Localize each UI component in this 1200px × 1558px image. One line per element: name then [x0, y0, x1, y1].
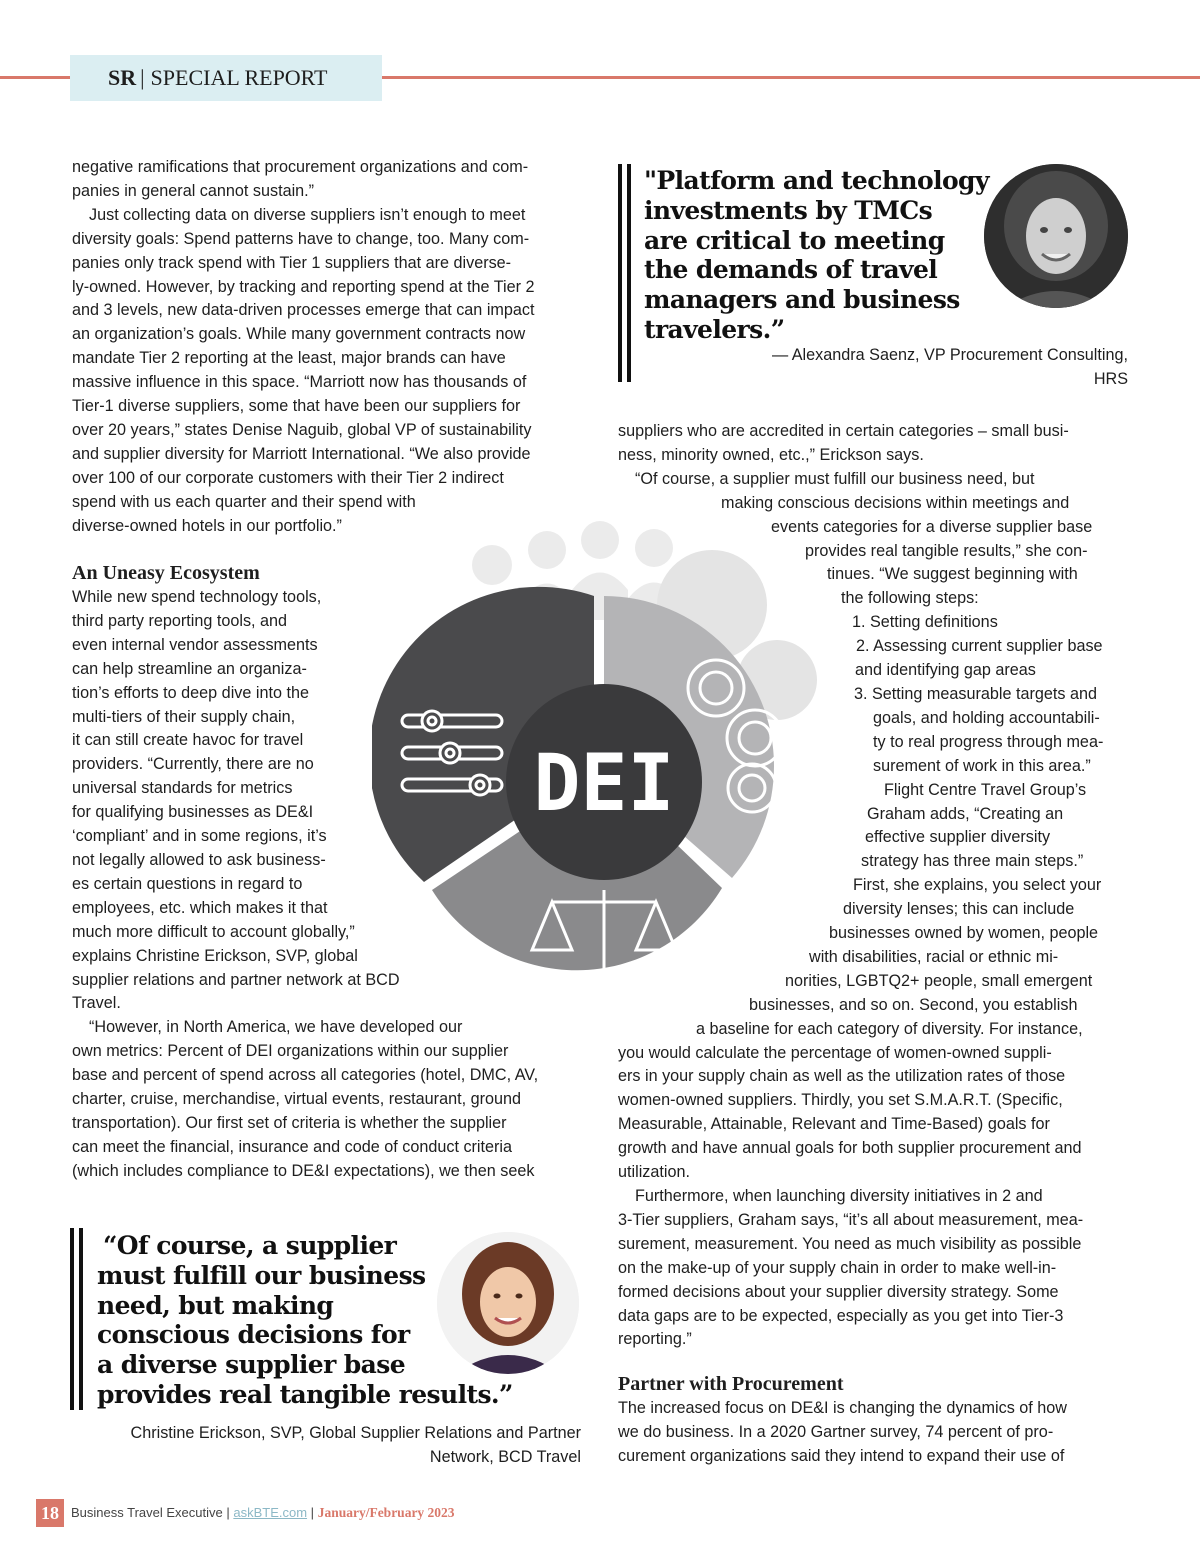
text-line: businesses, and so on. Second, you establish: [749, 995, 1078, 1014]
text-line: third party reporting tools, and: [72, 611, 288, 630]
attribution-erickson: [96, 1422, 581, 1470]
list-item: 1. Setting definitions: [852, 613, 998, 632]
text-line: norities, LGBTQ2+ people, small emergent: [785, 971, 1093, 990]
footer-link[interactable]: askBTE.com: [233, 1505, 308, 1520]
text-line: reporting.”: [618, 1330, 692, 1349]
text-line: The increased focus on DE&I is changing the dynamics of how: [618, 1399, 1067, 1417]
footer-publication: Business Travel Executive |: [71, 1505, 230, 1520]
page-number: 18: [36, 1499, 64, 1527]
text-line: it can still create havoc for travel: [72, 731, 304, 750]
text-line: can meet the financial, insurance and code of conduct criteria: [72, 1137, 513, 1156]
quote-bars-saenz: [618, 164, 632, 382]
text-line: panies in general cannot sustain.”: [72, 181, 315, 200]
text-line: ‘compliant’ and in some regions, it’s: [72, 827, 327, 846]
text-line: and supplier diversity for Marriott International. “We also provide: [72, 444, 531, 463]
header-label: SPECIAL REPORT: [150, 65, 328, 90]
text-line: making conscious decisions within meetings and: [721, 493, 1070, 512]
dei-center-label: DEI: [533, 739, 675, 829]
attribution-line: Christine Erickson, SVP, Global Supplier Relations and Partner: [130, 1424, 581, 1442]
text-line: mandate Tier 2 reporting at the least, major brands can have: [72, 349, 506, 368]
text-line: First, she explains, you select your: [853, 876, 1102, 895]
quote-line: "Platform and technology: [644, 166, 989, 195]
text-line: much more difficult to account globally,”: [72, 922, 355, 941]
text-line: supplier relations and partner network at BCD: [72, 970, 400, 989]
text-line: diversity goals: Spend patterns have to change, too. Many com-: [72, 229, 530, 248]
text-line: ers in your supply chain as well as the utilization rates of those: [618, 1067, 1066, 1086]
list-item: 2. Assessing current supplier base: [856, 637, 1103, 656]
text-line: panies only track spend with Tier 1 suppliers that are diverse-: [72, 253, 512, 272]
text-line: surement of work in this area.”: [873, 756, 1091, 775]
text-line: over 20 years,” states Denise Naguib, global VP of sustainability: [72, 420, 532, 439]
quote-line: managers and business: [644, 285, 960, 315]
text-line: own metrics: Percent of DEI organizations within our supplier: [72, 1042, 509, 1061]
text-line: ty to real progress through mea-: [873, 732, 1104, 751]
header-brand: SR: [108, 65, 137, 90]
portrait-saenz-image: [984, 164, 1128, 308]
text-line: 3-Tier suppliers, Graham says, “it’s all about measurement, mea-: [618, 1210, 1084, 1229]
attribution-line: — Alexandra Saenz, VP Procurement Consulting,: [771, 346, 1128, 364]
text-line: multi-tiers of their supply chain,: [72, 707, 296, 726]
text-line: even internal vendor assessments: [72, 635, 318, 654]
text-line: and 3 levels, new data-driven processes emerge that can impact: [72, 301, 535, 320]
text-line: massive influence in this space. “Marriott now has thousands of: [72, 373, 527, 392]
text-line: While new spend technology tools,: [72, 588, 322, 606]
text-line: growth and have annual goals for both supplier procurement and: [618, 1139, 1082, 1158]
text-line: utilization.: [618, 1163, 690, 1182]
text-line: an organization’s goals. While many government contracts now: [72, 325, 526, 344]
quote-line: the demands of travel: [644, 255, 938, 285]
text-line: goals, and holding accountabili-: [873, 708, 1100, 727]
text-line: Just collecting data on diverse suppliers isn’t enough to meet: [89, 205, 526, 224]
text-line: explains Christine Erickson, SVP, global: [72, 946, 358, 965]
text-line: Graham adds, “Creating an: [867, 804, 1064, 823]
quote-line: investments by TMCs: [644, 195, 933, 225]
pull-quote-saenz: [644, 166, 989, 345]
footer-separator: |: [310, 1505, 315, 1520]
text-line: with disabilities, racial or ethnic mi-: [809, 947, 1059, 966]
text-line: strategy has three main steps.”: [861, 852, 1084, 871]
portrait-saenz: [984, 164, 1128, 308]
text-line: Flight Centre Travel Group’s: [884, 780, 1087, 799]
text-line: ly-owned. However, by tracking and reporting spend at the Tier 2: [72, 277, 535, 296]
text-line: for qualifying businesses as DE&I: [72, 803, 314, 822]
text-line: diverse-owned hotels in our portfolio.”: [72, 516, 342, 535]
section-heading-partner: Partner with Procurement: [618, 1373, 844, 1395]
text-line: events categories for a diverse supplier base: [771, 517, 1093, 536]
section-header: [70, 55, 382, 101]
text-line: Tier-1 diverse suppliers, some that have been our suppliers for: [72, 397, 521, 416]
text-line: the following steps:: [841, 589, 979, 608]
text-line: charter, cruise, merchandise, virtual events, restaurant, ground: [72, 1090, 521, 1109]
text-line: tion’s efforts to deep dive into the: [72, 683, 309, 702]
text-line: suppliers who are accredited in certain categories – small busi-: [618, 422, 1069, 440]
text-line: you would calculate the percentage of women-owned suppli-: [618, 1043, 1052, 1062]
left-column-top: [72, 156, 535, 539]
text-line: can help streamline an organiza-: [72, 659, 307, 678]
text-line: (which includes compliance to DE&I expectations), we then seek: [72, 1161, 535, 1180]
attribution-line: HRS: [1093, 369, 1128, 388]
quote-line: conscious decisions for: [97, 1320, 410, 1350]
text-line: businesses owned by women, people: [829, 924, 1099, 943]
text-line: tinues. “We suggest beginning with: [827, 565, 1078, 584]
text-line: effective supplier diversity: [865, 828, 1051, 847]
text-line: Travel.: [72, 994, 121, 1013]
text-line: “Of course, a supplier must fulfill our business need, but: [635, 469, 1035, 488]
quote-line: need, but making: [97, 1290, 334, 1320]
text-line: Measurable, Attainable, Relevant and Time-Based) goals for: [618, 1115, 1050, 1134]
quote-line: “Of course, a supplier: [103, 1231, 397, 1260]
right-column: [618, 420, 1103, 1352]
footer-issue: January/February 2023: [317, 1505, 455, 1520]
text-line: ness, minority owned, etc.,” Erickson says.: [618, 445, 924, 464]
quote-bars-erickson: [70, 1228, 84, 1410]
text-line: universal standards for metrics: [72, 779, 293, 798]
quote-line: provides real tangible results.”: [97, 1379, 513, 1409]
quote-line: travelers.”: [644, 314, 785, 344]
quote-line: a diverse supplier base: [97, 1350, 406, 1380]
footer-text: [71, 1505, 455, 1521]
attribution-line: Network, BCD Travel: [429, 1447, 581, 1466]
text-line: curement organizations said they intend to expand their use of: [618, 1446, 1065, 1465]
text-line: es certain questions in regard to: [72, 874, 303, 893]
text-line: a baseline for each category of diversity. For instance,: [696, 1019, 1083, 1038]
text-line: we do business. In a 2020 Gartner survey, 74 percent of pro-: [618, 1422, 1054, 1441]
text-line: spend with us each quarter and their spend with: [72, 492, 416, 511]
text-line: transportation). Our first set of criteria is whether the supplier: [72, 1113, 507, 1132]
text-line: negative ramifications that procurement organizations and com-: [72, 158, 529, 176]
text-line: formed decisions about your supplier diversity strategy. Some: [618, 1282, 1059, 1301]
portrait-erickson: [437, 1232, 579, 1374]
attribution-saenz: [700, 344, 1128, 392]
section-partner: [618, 1371, 1067, 1469]
text-line: providers. “Currently, there are no: [72, 755, 314, 774]
text-line: not legally allowed to ask business-: [72, 850, 326, 869]
text-line: over 100 of our corporate customers with their Tier 2 indirect: [72, 468, 504, 487]
text-line: provides real tangible results,” she con-: [805, 541, 1088, 560]
text-line: diversity lenses; this can include: [843, 900, 1075, 919]
text-line: Furthermore, when launching diversity initiatives in 2 and: [635, 1187, 1043, 1205]
quote-line: are critical to meeting: [644, 225, 945, 255]
page-footer: [36, 1499, 455, 1527]
text-line: and identifying gap areas: [855, 661, 1036, 680]
text-line: women-owned suppliers. Thirdly, you set S.M.A.R.T. (Specific,: [618, 1091, 1063, 1110]
text-line: base and percent of spend across all categories (hotel, DMC, AV,: [72, 1066, 539, 1085]
quote-line: must fulfill our business: [97, 1260, 426, 1290]
text-line: surement, measurement. You need as much visibility as possible: [618, 1234, 1082, 1253]
section-heading-uneasy: An Uneasy Ecosystem: [72, 562, 260, 584]
text-line: “However, in North America, we have developed our: [89, 1018, 463, 1037]
text-line: on the make-up of your supply chain in order to make well-in-: [618, 1258, 1057, 1277]
text-line: data gaps are to be expected, especially as you get into Tier-3: [618, 1306, 1064, 1325]
text-line: employees, etc. which makes it that: [72, 898, 328, 917]
portrait-erickson-image: [437, 1232, 579, 1374]
list-item: 3. Setting measurable targets and: [854, 684, 1097, 703]
header-separator: |: [140, 65, 145, 90]
